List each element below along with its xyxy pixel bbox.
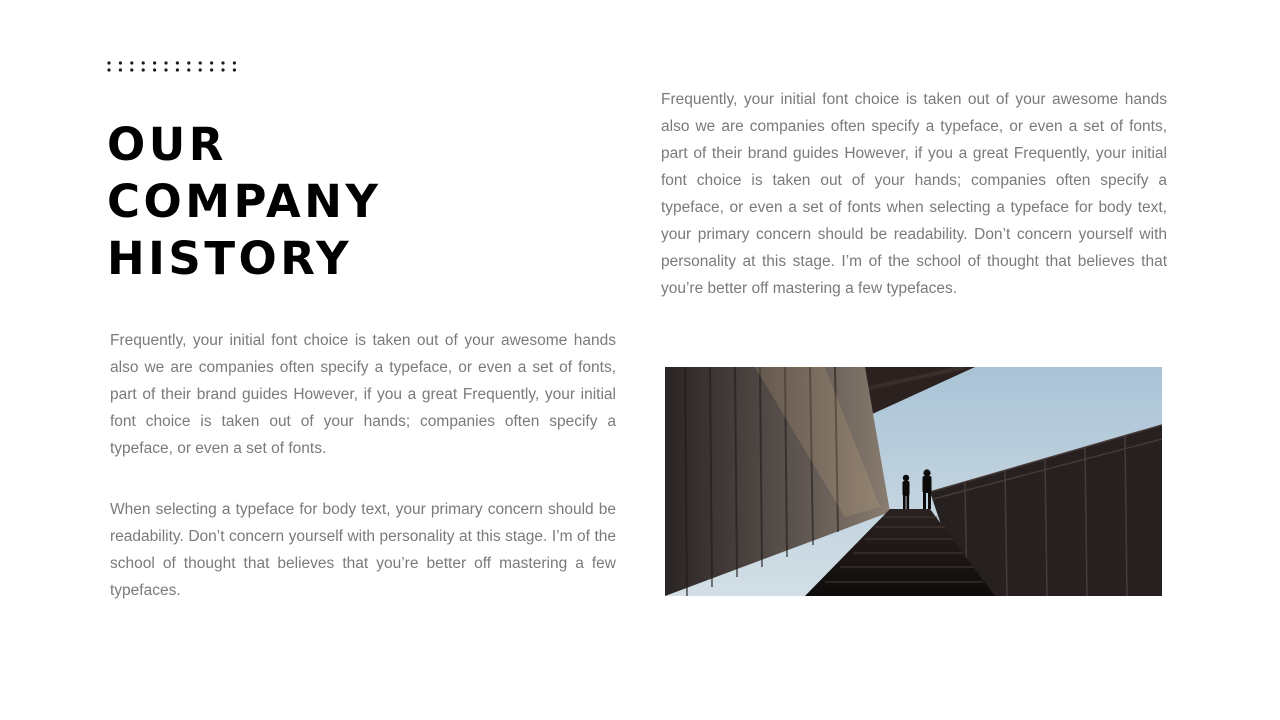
decor-dot (142, 68, 145, 71)
decor-dot (187, 61, 190, 64)
page-title (107, 116, 381, 287)
decor-dot (176, 61, 179, 64)
decor-dot (199, 68, 202, 71)
decor-dot (221, 68, 224, 71)
decor-dot (233, 68, 236, 71)
photo-image (665, 367, 1162, 596)
decor-dot (233, 61, 236, 64)
title-line-our: OUR (107, 118, 227, 171)
decor-dot (210, 68, 213, 71)
decor-dot (107, 68, 110, 71)
decor-dot (142, 61, 145, 64)
decor-dot (187, 68, 190, 71)
decor-dot (119, 68, 122, 71)
title-line-history: HISTORY (107, 232, 353, 285)
title-line-company: COMPANY (107, 175, 382, 228)
decor-dot (176, 68, 179, 71)
decor-dot (164, 68, 167, 71)
decor-dot (130, 61, 133, 64)
decor-dot (107, 61, 110, 64)
left-body-paragraph-2: When selecting a typeface for body text, your primary concern should be readability. Don’t concern yourself with personality at this stage. I’m of the school of thought that believes that you’re better off mastering a few typefaces. (110, 501, 616, 599)
stairway-photo (665, 367, 1162, 596)
decor-dot (199, 61, 202, 64)
decor-dot (130, 68, 133, 71)
decor-dot (221, 61, 224, 64)
decor-dot (119, 61, 122, 64)
decor-dot (153, 68, 156, 71)
right-body-paragraph: Frequently, your initial font choice is taken out of your awesome hands also we are companies often specify a typeface, or even a set of fonts, part of their brand guides However, if you a great Frequently, your initial font choice is taken out of your hands; companies often specify a typeface, or even a set of fonts when selecting a typeface for body text, your primary concern should be readability. Don’t concern yourself with personality at this stage. I’m of the school of thought that believes that you’re better off mastering a few typefaces. (661, 91, 1167, 297)
decor-dot (210, 61, 213, 64)
left-body-paragraph-1: Frequently, your initial font choice is taken out of your awesome hands also we are companies often specify a typeface, or even a set of fonts, part of their brand guides However, if you a great Frequently, your initial font choice is taken out of your hands; companies often specify a typeface, or even a set of fonts. (110, 332, 616, 457)
dotted-decoration (106, 60, 246, 74)
decor-dot (153, 61, 156, 64)
decor-dot (164, 61, 167, 64)
